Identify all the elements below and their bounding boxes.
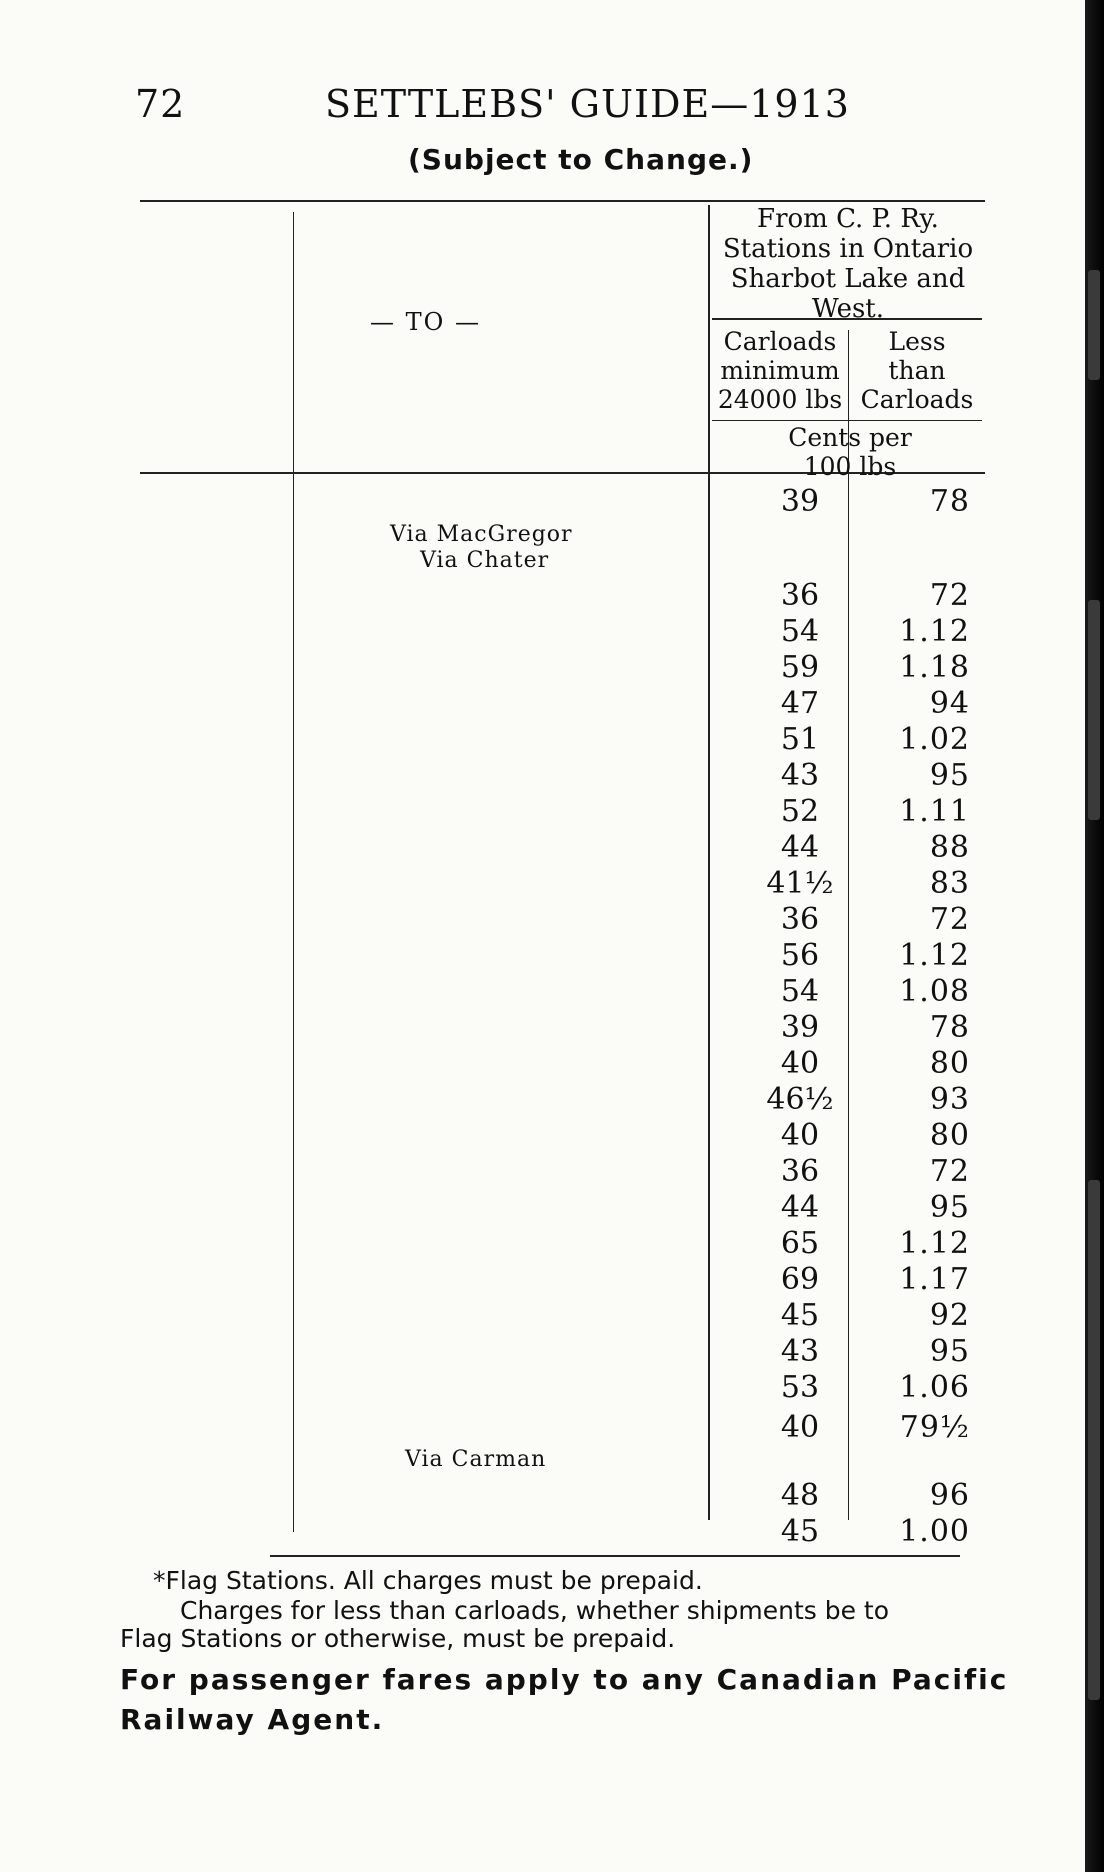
less-than-carloads-rate: 92 — [929, 1298, 970, 1333]
less-than-carloads-rate: 79½ — [899, 1410, 970, 1445]
less-header-line: Carloads — [860, 384, 974, 414]
carloads-rate: 36 — [780, 578, 820, 613]
less-than-carloads-rate: 1.17 — [899, 1262, 970, 1297]
less-header-line: Less — [888, 327, 946, 356]
page-edge-mark — [1088, 1180, 1100, 1700]
less-than-carloads-rate: 72 — [929, 578, 970, 613]
carloads-rate: 53 — [780, 1370, 820, 1405]
carloads-column-header — [712, 328, 848, 414]
less-than-carloads-rate: 95 — [929, 758, 970, 793]
units-header — [740, 424, 960, 482]
route-note: Via MacGregor — [390, 522, 573, 547]
carloads-rate: 45 — [780, 1514, 820, 1549]
carloads-rate: 40 — [780, 1046, 820, 1081]
route-note: Via Chater — [420, 548, 550, 573]
less-than-carloads-rate: 1.06 — [899, 1370, 970, 1405]
less-than-carloads-rate: 1.12 — [899, 614, 970, 649]
less-than-carloads-rate: 96 — [929, 1478, 970, 1513]
less-than-carloads-rate: 72 — [929, 902, 970, 937]
carloads-rate: 41½ — [766, 866, 834, 901]
carloads-rate: 45 — [780, 1298, 820, 1333]
less-than-carloads-column-header — [850, 328, 984, 414]
carloads-header-line: Carloads — [723, 327, 837, 356]
less-than-carloads-rate: 1.12 — [899, 938, 970, 973]
running-head-title: SETTLEBS' GUIDE—1913 — [325, 82, 850, 126]
carloads-header-line: 24000 lbs — [717, 384, 843, 414]
carloads-rate: 40 — [780, 1410, 820, 1445]
carloads-rate: 52 — [780, 794, 820, 829]
from-header-line: West. — [811, 293, 885, 324]
page-subtitle: (Subject to Change.) — [408, 143, 754, 176]
footnote-charges: Charges for less than carloads, whether shipments be to — [180, 1596, 890, 1625]
table-bottom-rule — [270, 1555, 960, 1557]
from-header-line: From C. P. Ry. — [757, 204, 939, 234]
carloads-rate: 47 — [780, 686, 820, 721]
less-than-carloads-rate: 95 — [929, 1190, 970, 1225]
less-than-carloads-rate: 78 — [929, 1010, 970, 1045]
page-edge-mark — [1088, 600, 1100, 820]
less-than-carloads-rate: 1.18 — [899, 650, 970, 685]
carloads-rate: 56 — [780, 938, 820, 973]
from-header-line: Sharbot Lake and — [730, 263, 966, 294]
carloads-rate: 46½ — [766, 1082, 834, 1117]
units-header-line: 100 lbs — [803, 451, 897, 481]
units-rule — [712, 420, 982, 421]
carloads-rate: 36 — [780, 1154, 820, 1189]
carloads-rate: 43 — [780, 1334, 820, 1369]
less-than-carloads-rate: 1.00 — [899, 1514, 970, 1549]
less-than-carloads-rate: 1.02 — [899, 722, 970, 757]
passenger-fares-note-cont: Railway Agent. — [120, 1703, 385, 1736]
from-header-line: Stations in Ontario — [722, 233, 974, 264]
carloads-rate: 40 — [780, 1118, 820, 1153]
less-than-carloads-rate: 1.08 — [899, 974, 970, 1009]
less-than-carloads-rate: 80 — [929, 1046, 970, 1081]
less-than-carloads-rate: 83 — [929, 866, 970, 901]
carloads-rate: 51 — [780, 722, 820, 757]
column-divider — [708, 205, 710, 1520]
carloads-rate: 44 — [780, 1190, 820, 1225]
less-than-carloads-rate: 78 — [929, 484, 970, 519]
less-than-carloads-rate: 1.11 — [899, 794, 970, 829]
less-than-carloads-rate: 72 — [929, 1154, 970, 1189]
less-than-carloads-rate: 80 — [929, 1118, 970, 1153]
carloads-rate: 48 — [780, 1478, 820, 1513]
table-top-rule — [140, 200, 985, 202]
carloads-rate: 36 — [780, 902, 820, 937]
passenger-fares-note: For passenger fares apply to any Canadian Pacific — [120, 1663, 1009, 1696]
less-than-carloads-rate: 95 — [929, 1334, 970, 1369]
less-header-line: than — [888, 355, 946, 385]
page-edge-mark — [1088, 270, 1100, 380]
less-than-carloads-rate: 88 — [929, 830, 970, 865]
to-column-header: — TO — — [370, 308, 481, 336]
from-column-header — [712, 205, 984, 325]
less-than-carloads-rate: 94 — [929, 686, 970, 721]
carloads-rate: 54 — [780, 974, 820, 1009]
less-than-carloads-rate: 93 — [929, 1082, 970, 1117]
less-than-carloads-rate: 1.12 — [899, 1226, 970, 1261]
carloads-header-line: minimum — [720, 355, 840, 385]
carloads-rate: 59 — [780, 650, 820, 685]
footnote-charges-cont: Flag Stations or otherwise, must be prepaid. — [120, 1624, 676, 1653]
units-header-line: Cents per — [788, 423, 912, 452]
carloads-rate: 54 — [780, 614, 820, 649]
carloads-rate: 65 — [780, 1226, 820, 1261]
page-number: 72 — [135, 82, 186, 126]
carloads-rate: 43 — [780, 758, 820, 793]
route-note: Via Carman — [405, 1447, 547, 1472]
carloads-rate: 39 — [780, 1010, 820, 1045]
carloads-rate: 39 — [780, 484, 820, 519]
footnote-flag-stations: *Flag Stations. All charges must be prepaid. — [153, 1566, 703, 1595]
carloads-rate: 44 — [780, 830, 820, 865]
carloads-rate: 69 — [780, 1262, 820, 1297]
left-column-rule — [293, 212, 294, 1532]
